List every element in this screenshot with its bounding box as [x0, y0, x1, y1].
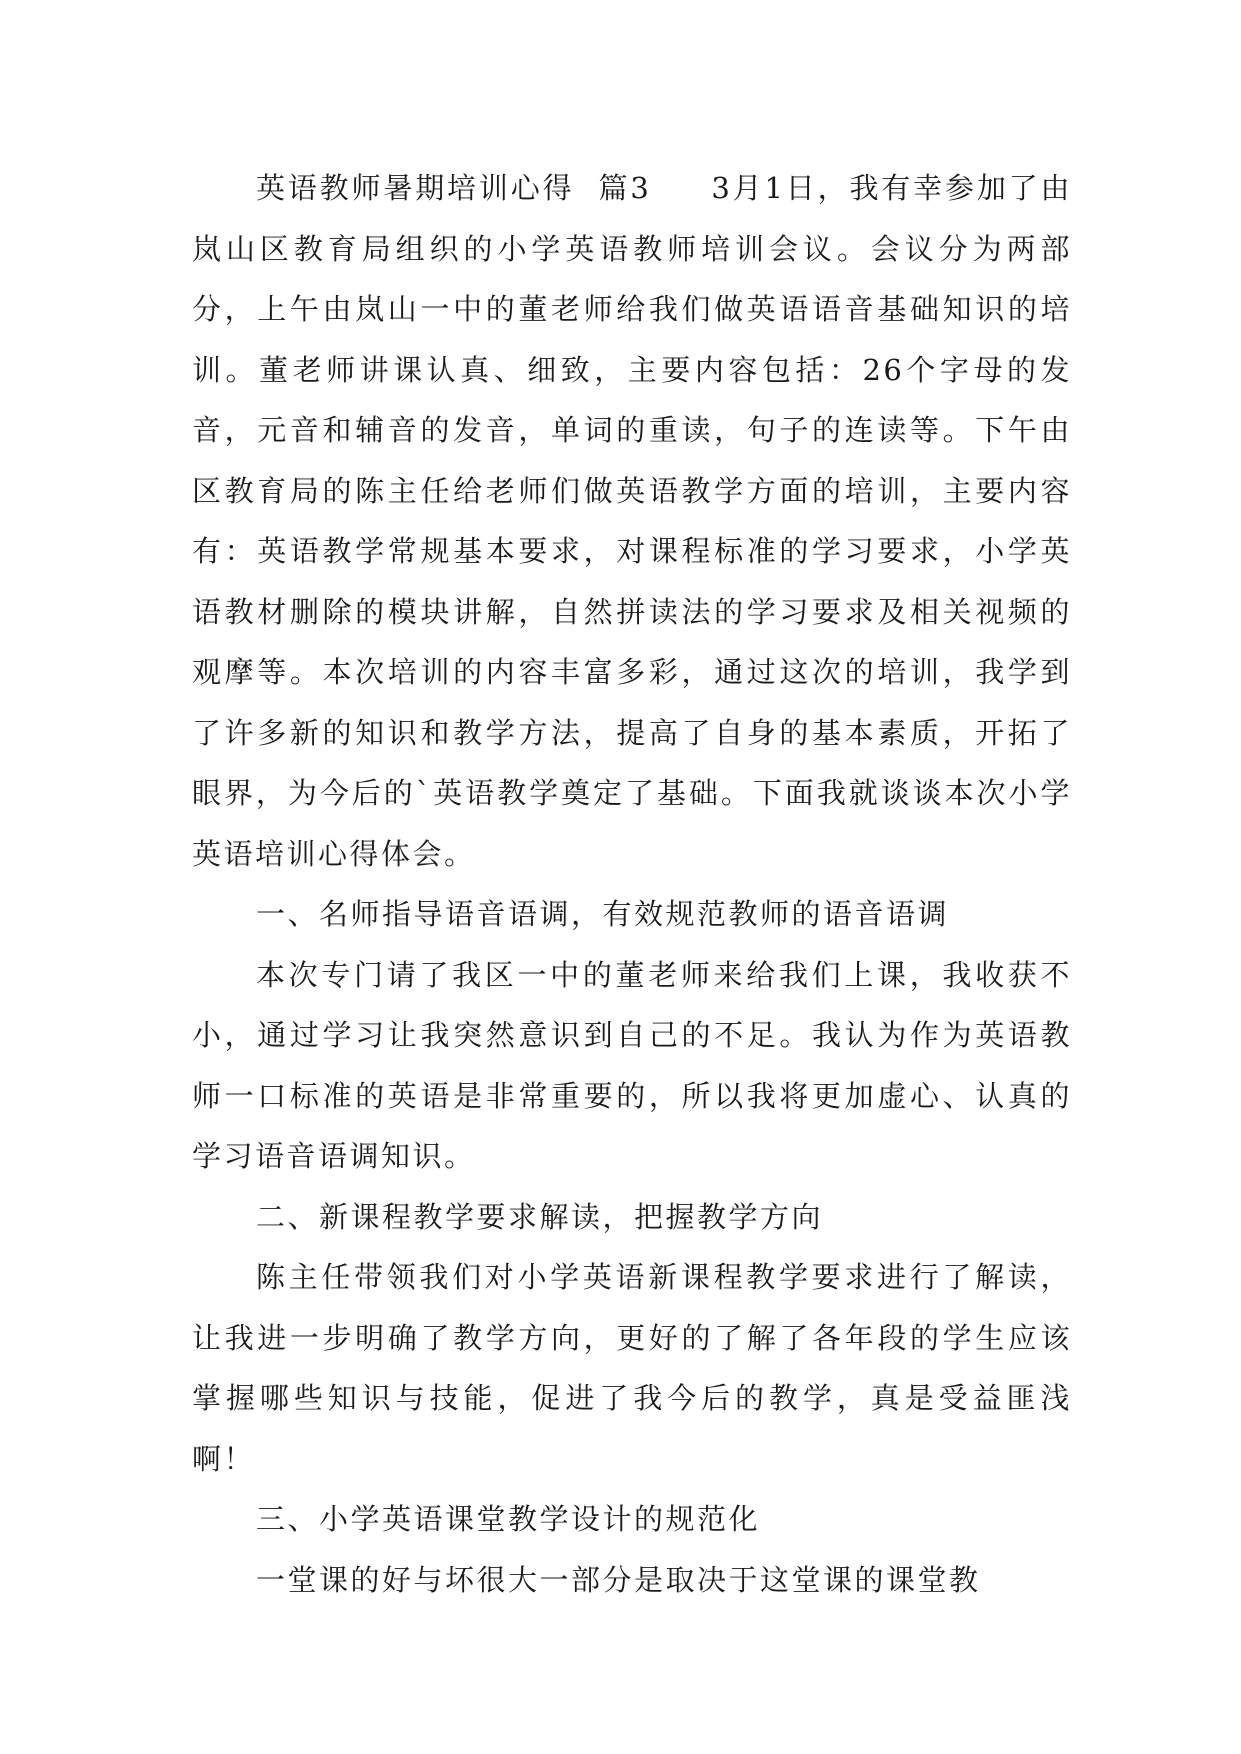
section-heading-2: 二、新课程教学要求解读，把握教学方向: [256, 1199, 824, 1234]
section-heading-1: 一、名师指导语音语调，有效规范教师的语音语调: [256, 897, 950, 931]
paragraph-text: 3月1日，我有幸参加了由岚山区教育局组织的小学英语教师培训会议。会议分为两部分，上午由岚山一中的董老师给我们做英语语音基础知识的培训。董老师讲课认真、细致，主要内容包括：26个字母的发音，元音和辅音的发音，单词的重读，句子的连读等。下午由区教育局的陈主任给老师们做英语教学方面的培训，主要内容有：英语教学常规基本要求，对课程标准的学习要求，小学英语教材删除的模块讲解，自然拼读法的学习要求及相关视频的观摩等。本次培训的内容丰富多彩，通过这次的培训，我学到了许多新的知识和教学方法，提高了自身的基本素质，开拓了眼界，为今后的`英语教学奠定了基础。下面我就谈谈本次小学英语培训心得体会。: [192, 171, 1072, 871]
document-part: 篇3: [598, 171, 652, 205]
section-heading-3: 三、小学英语课堂教学设计的规范化: [256, 1502, 761, 1536]
document-title: 英语教师暑期培训心得: [256, 171, 575, 205]
section-paragraph-2: 陈主任带领我们对小学英语新课程教学要求进行了解读，让我进一步明确了教学方向，更好的了解了各年段的学生应该掌握哪些知识与技能，促进了我今后的教学，真是受益匪浅啊！: [192, 1260, 1072, 1476]
section-paragraph-1: 本次专门请了我区一中的董老师来给我们上课，我收获不小，通过学习让我突然意识到自己的不足。我认为作为英语教师一口标准的英语是非常重要的，所以我将更加虚心、认真的学习语音语调知识。: [192, 957, 1072, 1173]
section-paragraph-3: 一堂课的好与坏很大一部分是取决于这堂课的课堂教: [256, 1562, 981, 1597]
intro-paragraph: [192, 158, 1072, 884]
document-body: [192, 158, 1072, 1610]
